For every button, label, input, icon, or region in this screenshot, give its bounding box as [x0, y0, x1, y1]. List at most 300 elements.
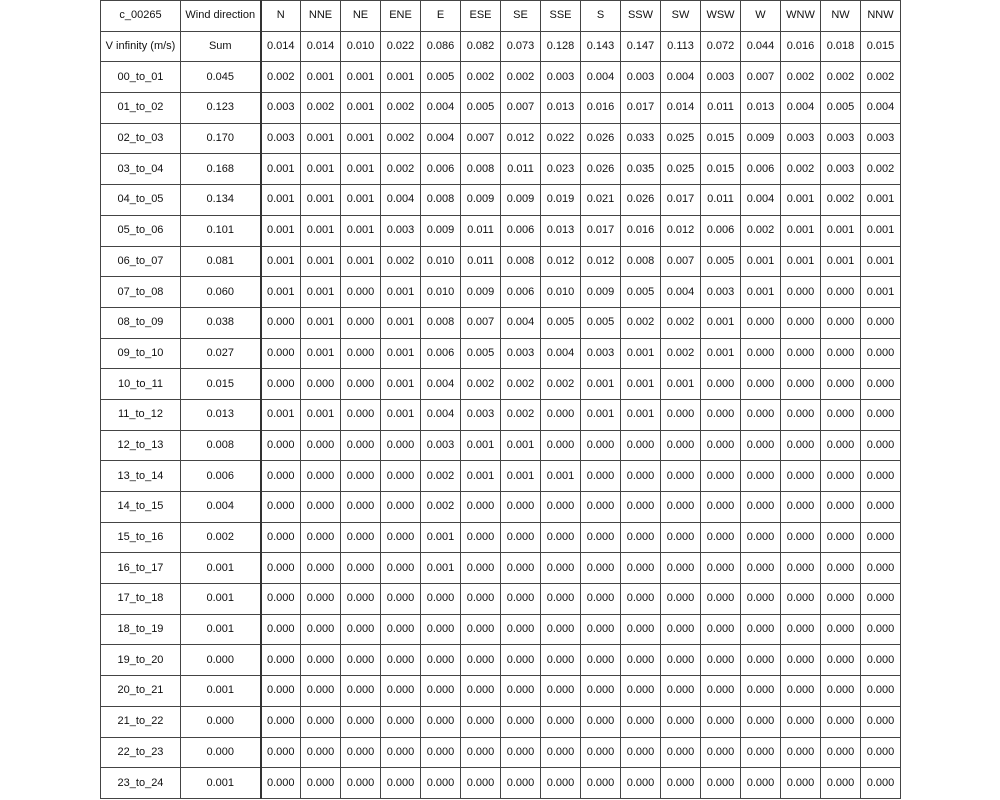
- row-label-cell: 03_to_04: [101, 154, 181, 185]
- value-cell: 0.004: [421, 369, 461, 400]
- wind-frequency-table: [100, 0, 901, 799]
- value-cell: 0.000: [861, 369, 901, 400]
- value-cell: 0.002: [381, 93, 421, 124]
- value-cell: 0.001: [341, 246, 381, 277]
- value-cell: 0.003: [821, 123, 861, 154]
- row-label-cell: 16_to_17: [101, 553, 181, 584]
- value-cell: 0.000: [741, 430, 781, 461]
- value-cell: 0.000: [781, 461, 821, 492]
- value-cell: 0.001: [341, 93, 381, 124]
- value-cell: 0.003: [461, 399, 501, 430]
- value-cell: 0.002: [861, 154, 901, 185]
- value-cell: 0.004: [661, 62, 701, 93]
- value-cell: 0.026: [621, 185, 661, 216]
- row-label-cell: 14_to_15: [101, 492, 181, 523]
- value-cell: 0.000: [621, 737, 661, 768]
- value-cell: 0.006: [501, 215, 541, 246]
- value-cell: 0.000: [341, 676, 381, 707]
- value-cell: 0.000: [381, 676, 421, 707]
- value-cell: 0.000: [821, 430, 861, 461]
- value-cell: 0.001: [381, 369, 421, 400]
- value-cell: 0.002: [461, 369, 501, 400]
- row-label-cell: 05_to_06: [101, 215, 181, 246]
- value-cell: 0.000: [461, 522, 501, 553]
- value-cell: 0.011: [461, 246, 501, 277]
- value-cell: 0.000: [581, 676, 621, 707]
- value-cell: 0.000: [581, 584, 621, 615]
- table-row: [101, 185, 901, 216]
- value-cell: 0.000: [861, 399, 901, 430]
- sum-cell: 0.013: [181, 399, 261, 430]
- value-cell: 0.001: [421, 553, 461, 584]
- sum-cell: 0.027: [181, 338, 261, 369]
- value-cell: 0.000: [741, 553, 781, 584]
- sum-cell: 0.004: [181, 492, 261, 523]
- value-cell: 0.002: [821, 62, 861, 93]
- value-cell: 0.002: [381, 154, 421, 185]
- value-cell: 0.010: [541, 277, 581, 308]
- value-cell: 0.000: [781, 706, 821, 737]
- value-cell: 0.022: [381, 31, 421, 62]
- value-cell: 0.003: [581, 338, 621, 369]
- value-cell: 0.001: [861, 185, 901, 216]
- value-cell: 0.006: [701, 215, 741, 246]
- value-cell: 0.005: [541, 307, 581, 338]
- value-cell: 0.001: [341, 123, 381, 154]
- value-cell: 0.000: [821, 737, 861, 768]
- value-cell: 0.000: [661, 492, 701, 523]
- table-row: [101, 553, 901, 584]
- value-cell: 0.000: [861, 461, 901, 492]
- value-cell: 0.086: [421, 31, 461, 62]
- table-row: [101, 399, 901, 430]
- value-cell: 0.000: [581, 492, 621, 523]
- value-cell: 0.000: [301, 522, 341, 553]
- value-cell: 0.000: [741, 307, 781, 338]
- value-cell: 0.001: [261, 277, 301, 308]
- value-cell: 0.000: [741, 676, 781, 707]
- value-cell: 0.003: [381, 215, 421, 246]
- value-cell: 0.000: [421, 737, 461, 768]
- value-cell: 0.000: [461, 676, 501, 707]
- value-cell: 0.000: [501, 676, 541, 707]
- value-cell: 0.000: [261, 522, 301, 553]
- value-cell: 0.000: [301, 492, 341, 523]
- sum-cell: 0.001: [181, 553, 261, 584]
- table-row: [101, 768, 901, 799]
- value-cell: 0.014: [261, 31, 301, 62]
- value-cell: 0.000: [261, 614, 301, 645]
- value-cell: 0.000: [381, 492, 421, 523]
- value-cell: 0.000: [621, 584, 661, 615]
- value-cell: 0.000: [341, 737, 381, 768]
- value-cell: 0.001: [661, 369, 701, 400]
- direction-header-cell: W: [741, 1, 781, 32]
- value-cell: 0.000: [701, 645, 741, 676]
- value-cell: 0.013: [541, 215, 581, 246]
- value-cell: 0.002: [621, 307, 661, 338]
- value-cell: 0.005: [461, 93, 501, 124]
- value-cell: 0.001: [701, 338, 741, 369]
- value-cell: 0.000: [301, 645, 341, 676]
- value-cell: 0.006: [421, 154, 461, 185]
- sum-cell: 0.001: [181, 768, 261, 799]
- table-row: [101, 215, 901, 246]
- value-cell: 0.004: [541, 338, 581, 369]
- value-cell: 0.021: [581, 185, 621, 216]
- value-cell: 0.000: [421, 645, 461, 676]
- value-cell: 0.000: [581, 522, 621, 553]
- value-cell: 0.000: [341, 338, 381, 369]
- value-cell: 0.000: [261, 430, 301, 461]
- value-cell: 0.000: [621, 430, 661, 461]
- value-cell: 0.000: [821, 522, 861, 553]
- value-cell: 0.025: [661, 154, 701, 185]
- value-cell: 0.001: [261, 154, 301, 185]
- value-cell: 0.000: [861, 430, 901, 461]
- table-row: [101, 62, 901, 93]
- value-cell: 0.000: [541, 706, 581, 737]
- value-cell: 0.000: [501, 645, 541, 676]
- value-cell: 0.000: [381, 584, 421, 615]
- value-cell: 0.002: [381, 123, 421, 154]
- value-cell: 0.016: [621, 215, 661, 246]
- value-cell: 0.000: [501, 584, 541, 615]
- value-cell: 0.005: [421, 62, 461, 93]
- value-cell: 0.001: [501, 461, 541, 492]
- value-cell: 0.001: [381, 62, 421, 93]
- sum-cell: 0.000: [181, 737, 261, 768]
- value-cell: 0.013: [541, 93, 581, 124]
- value-cell: 0.002: [421, 461, 461, 492]
- value-cell: 0.001: [621, 369, 661, 400]
- value-cell: 0.012: [501, 123, 541, 154]
- table-row: [101, 737, 901, 768]
- value-cell: 0.000: [541, 584, 581, 615]
- value-cell: 0.003: [701, 277, 741, 308]
- value-cell: 0.000: [501, 706, 541, 737]
- direction-header-cell: NW: [821, 1, 861, 32]
- value-cell: 0.000: [701, 430, 741, 461]
- value-cell: 0.009: [741, 123, 781, 154]
- value-cell: 0.000: [701, 492, 741, 523]
- sum-cell: 0.101: [181, 215, 261, 246]
- value-cell: 0.000: [861, 307, 901, 338]
- value-cell: 0.000: [821, 584, 861, 615]
- value-cell: 0.023: [541, 154, 581, 185]
- value-cell: 0.000: [821, 369, 861, 400]
- value-cell: 0.000: [301, 676, 341, 707]
- value-cell: 0.000: [821, 706, 861, 737]
- value-cell: 0.000: [621, 461, 661, 492]
- row-label-cell: 21_to_22: [101, 706, 181, 737]
- value-cell: 0.001: [621, 338, 661, 369]
- value-cell: 0.000: [301, 706, 341, 737]
- value-cell: 0.001: [301, 338, 341, 369]
- value-cell: 0.004: [421, 93, 461, 124]
- value-cell: 0.001: [301, 277, 341, 308]
- value-cell: 0.000: [821, 461, 861, 492]
- row-label-cell: 02_to_03: [101, 123, 181, 154]
- table-row: [101, 123, 901, 154]
- value-cell: 0.000: [581, 553, 621, 584]
- value-cell: 0.035: [621, 154, 661, 185]
- value-cell: 0.001: [821, 246, 861, 277]
- value-cell: 0.044: [741, 31, 781, 62]
- table-row: [101, 645, 901, 676]
- row-label-cell: 01_to_02: [101, 93, 181, 124]
- sum-cell: 0.006: [181, 461, 261, 492]
- value-cell: 0.000: [821, 676, 861, 707]
- value-cell: 0.000: [301, 584, 341, 615]
- value-cell: 0.009: [461, 185, 501, 216]
- value-cell: 0.003: [421, 430, 461, 461]
- table-row: [101, 277, 901, 308]
- value-cell: 0.000: [501, 737, 541, 768]
- value-cell: 0.000: [861, 522, 901, 553]
- value-cell: 0.000: [741, 584, 781, 615]
- value-cell: 0.000: [661, 584, 701, 615]
- value-cell: 0.000: [781, 369, 821, 400]
- value-cell: 0.000: [261, 645, 301, 676]
- value-cell: 0.001: [301, 185, 341, 216]
- table-row: [101, 154, 901, 185]
- value-cell: 0.003: [261, 93, 301, 124]
- value-cell: 0.000: [381, 737, 421, 768]
- value-cell: 0.033: [621, 123, 661, 154]
- value-cell: 0.000: [821, 399, 861, 430]
- value-cell: 0.000: [661, 645, 701, 676]
- value-cell: 0.002: [461, 62, 501, 93]
- value-cell: 0.000: [661, 614, 701, 645]
- value-cell: 0.002: [541, 369, 581, 400]
- value-cell: 0.005: [821, 93, 861, 124]
- direction-header-cell: NE: [341, 1, 381, 32]
- value-cell: 0.001: [301, 154, 341, 185]
- value-cell: 0.128: [541, 31, 581, 62]
- value-cell: 0.000: [381, 614, 421, 645]
- value-cell: 0.000: [541, 492, 581, 523]
- value-cell: 0.000: [701, 737, 741, 768]
- table-row: [101, 369, 901, 400]
- value-cell: 0.002: [421, 492, 461, 523]
- value-cell: 0.001: [341, 215, 381, 246]
- sum-cell: 0.001: [181, 614, 261, 645]
- value-cell: 0.000: [541, 430, 581, 461]
- value-cell: 0.001: [421, 522, 461, 553]
- value-cell: 0.000: [261, 369, 301, 400]
- value-cell: 0.000: [541, 399, 581, 430]
- value-cell: 0.001: [461, 461, 501, 492]
- value-cell: 0.000: [381, 645, 421, 676]
- table-row: [101, 93, 901, 124]
- table-row: [101, 338, 901, 369]
- row-label-cell: V infinity (m/s): [101, 31, 181, 62]
- value-cell: 0.000: [261, 338, 301, 369]
- value-cell: 0.001: [541, 461, 581, 492]
- row-label-cell: 08_to_09: [101, 307, 181, 338]
- value-cell: 0.000: [621, 553, 661, 584]
- value-cell: 0.010: [421, 277, 461, 308]
- value-cell: 0.001: [381, 338, 421, 369]
- value-cell: 0.000: [501, 768, 541, 799]
- value-cell: 0.000: [701, 553, 741, 584]
- value-cell: 0.025: [661, 123, 701, 154]
- value-cell: 0.000: [741, 737, 781, 768]
- value-cell: 0.014: [661, 93, 701, 124]
- value-cell: 0.000: [621, 706, 661, 737]
- value-cell: 0.004: [581, 62, 621, 93]
- value-cell: 0.003: [781, 123, 821, 154]
- value-cell: 0.009: [421, 215, 461, 246]
- value-cell: 0.001: [581, 369, 621, 400]
- value-cell: 0.008: [501, 246, 541, 277]
- value-cell: 0.000: [301, 461, 341, 492]
- value-cell: 0.001: [261, 246, 301, 277]
- value-cell: 0.001: [381, 307, 421, 338]
- value-cell: 0.082: [461, 31, 501, 62]
- value-cell: 0.008: [421, 307, 461, 338]
- value-cell: 0.000: [661, 461, 701, 492]
- sum-cell: 0.001: [181, 584, 261, 615]
- value-cell: 0.015: [701, 123, 741, 154]
- direction-header-cell: WSW: [701, 1, 741, 32]
- value-cell: 0.002: [261, 62, 301, 93]
- value-cell: 0.000: [741, 399, 781, 430]
- value-cell: 0.005: [621, 277, 661, 308]
- value-cell: 0.000: [341, 277, 381, 308]
- value-cell: 0.000: [621, 768, 661, 799]
- value-cell: 0.000: [861, 768, 901, 799]
- direction-header-cell: N: [261, 1, 301, 32]
- value-cell: 0.004: [501, 307, 541, 338]
- value-cell: 0.000: [461, 645, 501, 676]
- value-cell: 0.003: [821, 154, 861, 185]
- value-cell: 0.001: [861, 277, 901, 308]
- value-cell: 0.004: [381, 185, 421, 216]
- value-cell: 0.000: [821, 553, 861, 584]
- value-cell: 0.000: [701, 676, 741, 707]
- value-cell: 0.002: [661, 307, 701, 338]
- value-cell: 0.000: [861, 676, 901, 707]
- value-cell: 0.009: [461, 277, 501, 308]
- value-cell: 0.026: [581, 123, 621, 154]
- value-cell: 0.000: [341, 768, 381, 799]
- value-cell: 0.002: [501, 369, 541, 400]
- value-cell: 0.007: [741, 62, 781, 93]
- value-cell: 0.019: [541, 185, 581, 216]
- value-cell: 0.001: [301, 123, 341, 154]
- value-cell: 0.012: [581, 246, 621, 277]
- header-row: [101, 1, 901, 32]
- value-cell: 0.018: [821, 31, 861, 62]
- value-cell: 0.008: [421, 185, 461, 216]
- value-cell: 0.000: [741, 768, 781, 799]
- value-cell: 0.000: [661, 737, 701, 768]
- value-cell: 0.000: [541, 553, 581, 584]
- value-cell: 0.000: [781, 768, 821, 799]
- value-cell: 0.016: [781, 31, 821, 62]
- value-cell: 0.001: [301, 307, 341, 338]
- row-label-cell: 11_to_12: [101, 399, 181, 430]
- value-cell: 0.000: [861, 737, 901, 768]
- value-cell: 0.000: [461, 553, 501, 584]
- direction-total-row: [101, 31, 901, 62]
- value-cell: 0.000: [661, 399, 701, 430]
- value-cell: 0.011: [701, 185, 741, 216]
- value-cell: 0.008: [621, 246, 661, 277]
- direction-header-cell: ENE: [381, 1, 421, 32]
- value-cell: 0.000: [341, 399, 381, 430]
- row-label-cell: 15_to_16: [101, 522, 181, 553]
- value-cell: 0.001: [261, 399, 301, 430]
- value-cell: 0.002: [781, 62, 821, 93]
- value-cell: 0.000: [541, 768, 581, 799]
- value-cell: 0.000: [501, 553, 541, 584]
- value-cell: 0.000: [861, 614, 901, 645]
- value-cell: 0.000: [741, 645, 781, 676]
- row-label-cell: 19_to_20: [101, 645, 181, 676]
- direction-header-cell: SE: [501, 1, 541, 32]
- value-cell: 0.001: [581, 399, 621, 430]
- row-label-cell: 06_to_07: [101, 246, 181, 277]
- row-label-cell: 12_to_13: [101, 430, 181, 461]
- value-cell: 0.026: [581, 154, 621, 185]
- value-cell: 0.000: [341, 307, 381, 338]
- value-cell: 0.000: [261, 492, 301, 523]
- direction-header-cell: NNE: [301, 1, 341, 32]
- value-cell: 0.113: [661, 31, 701, 62]
- value-cell: 0.000: [261, 768, 301, 799]
- value-cell: 0.004: [781, 93, 821, 124]
- sum-cell: 0.008: [181, 430, 261, 461]
- value-cell: 0.000: [261, 307, 301, 338]
- value-cell: 0.000: [781, 430, 821, 461]
- row-label-cell: 04_to_05: [101, 185, 181, 216]
- value-cell: 0.003: [621, 62, 661, 93]
- value-cell: 0.006: [501, 277, 541, 308]
- value-cell: 0.000: [261, 737, 301, 768]
- value-cell: 0.000: [541, 676, 581, 707]
- value-cell: 0.001: [701, 307, 741, 338]
- value-cell: 0.009: [501, 185, 541, 216]
- direction-header-cell: ESE: [461, 1, 501, 32]
- value-cell: 0.000: [261, 706, 301, 737]
- value-cell: 0.000: [821, 768, 861, 799]
- value-cell: 0.009: [581, 277, 621, 308]
- value-cell: 0.001: [461, 430, 501, 461]
- value-cell: 0.000: [701, 369, 741, 400]
- value-cell: 0.002: [741, 215, 781, 246]
- value-cell: 0.000: [581, 430, 621, 461]
- value-cell: 0.010: [341, 31, 381, 62]
- value-cell: 0.000: [301, 369, 341, 400]
- value-cell: 0.000: [341, 522, 381, 553]
- value-cell: 0.010: [421, 246, 461, 277]
- value-cell: 0.012: [541, 246, 581, 277]
- value-cell: 0.073: [501, 31, 541, 62]
- value-cell: 0.001: [341, 185, 381, 216]
- value-cell: 0.001: [781, 215, 821, 246]
- value-cell: 0.000: [581, 645, 621, 676]
- table-row: [101, 246, 901, 277]
- value-cell: 0.000: [781, 277, 821, 308]
- value-cell: 0.000: [781, 522, 821, 553]
- value-cell: 0.001: [301, 399, 341, 430]
- value-cell: 0.000: [301, 614, 341, 645]
- direction-header-cell: WNW: [781, 1, 821, 32]
- value-cell: 0.000: [341, 553, 381, 584]
